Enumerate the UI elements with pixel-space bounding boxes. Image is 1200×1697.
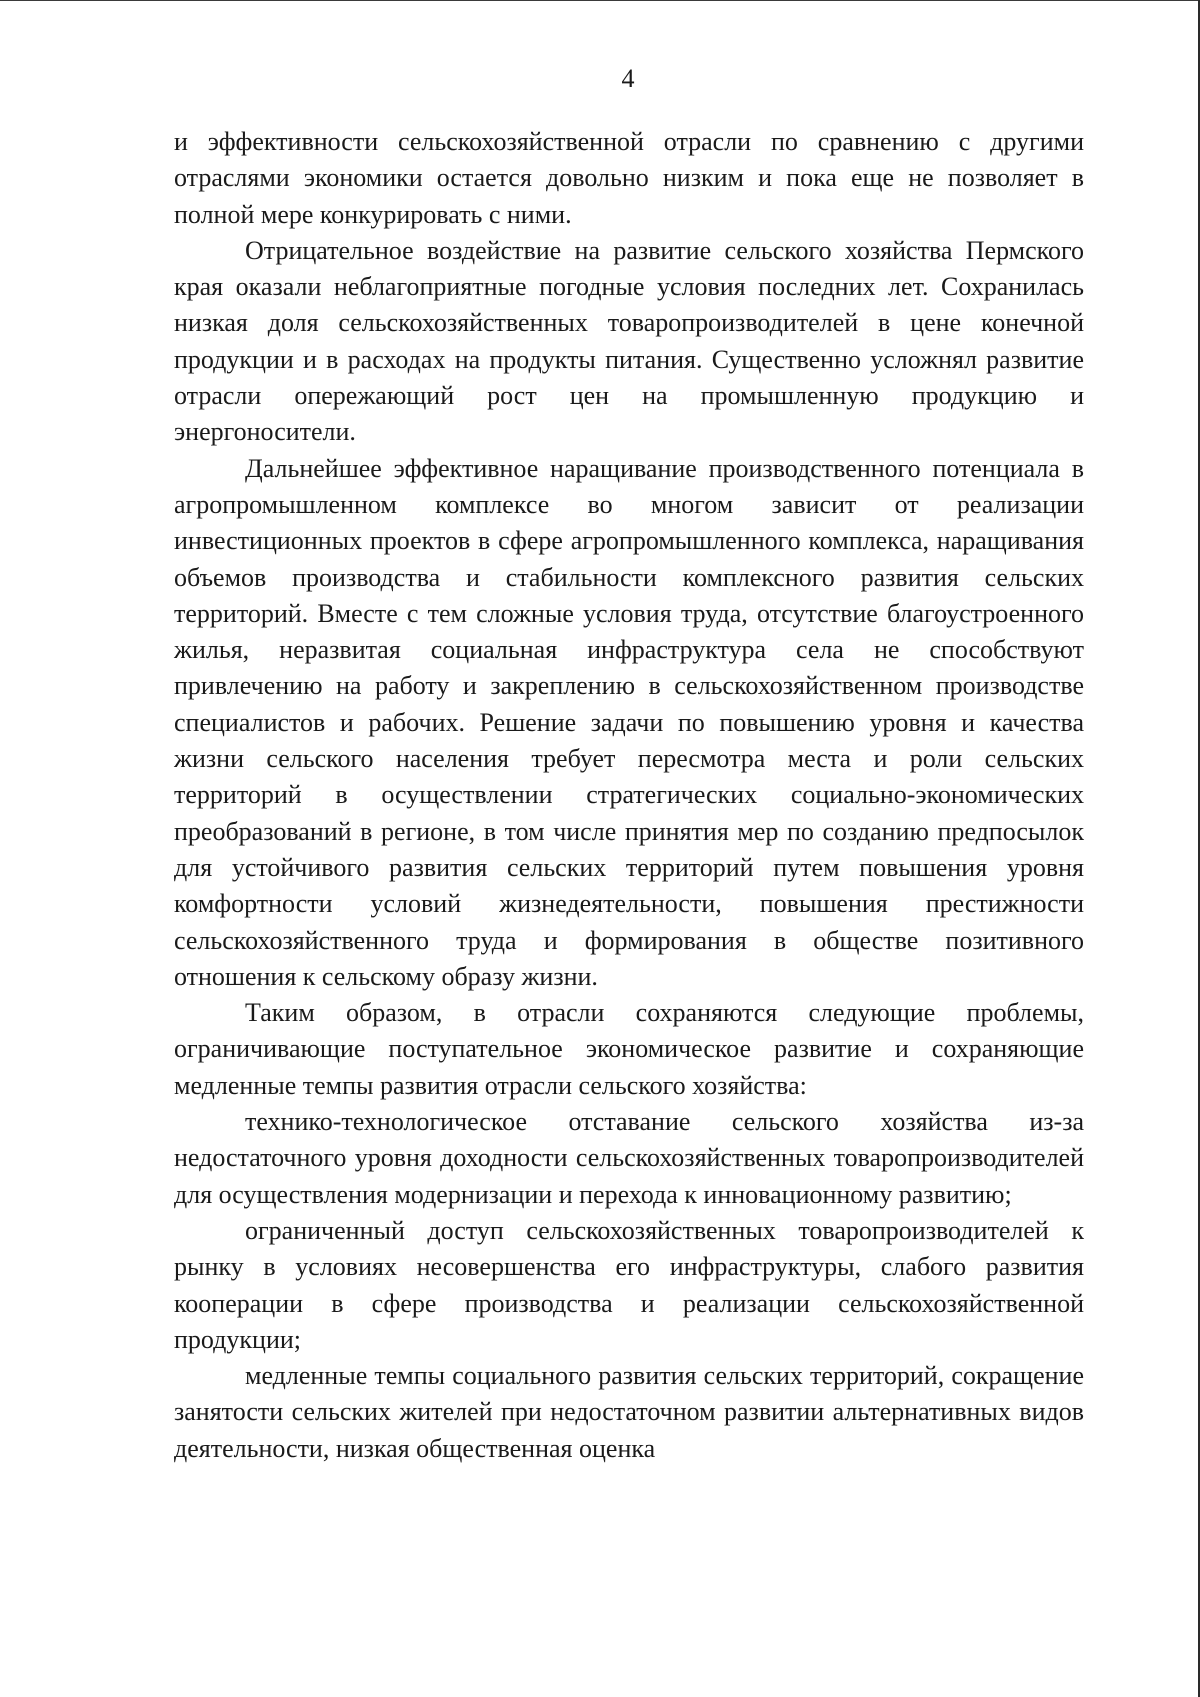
list-item: медленные темпы социального развития сельских территорий, сокращение занятости сельских жителей при недостаточном развитии альтернативных видов деятельности, низкая общественная оценка	[174, 1361, 1084, 1463]
list-item: ограниченный доступ сельскохозяйственных товаропроизводителей к рынку в условиях несовершенства его инфраструктуры, слабого развития кооперации в сфере производства и реализации сельскохозяйственной продукции;	[174, 1215, 1084, 1354]
scan-edge-top	[0, 0, 1200, 1]
page-number: 4	[621, 64, 635, 93]
paragraph-continuation: и эффективности сельскохозяйственной отрасли по сравнению с другими отраслями экономики остается довольно низким и пока еще не позволяет в полной мере конкурировать с ними.	[174, 127, 1084, 229]
document-body	[174, 124, 1084, 1467]
list-item: технико-технологическое отставание сельского хозяйства из-за недостаточного уровня доходности сельскохозяйственных товаропроизводителей для осуществления модернизации и перехода к инновационному развитию;	[174, 1107, 1084, 1209]
paragraph: Таким образом, в отрасли сохраняются следующие проблемы, ограничивающие поступательное экономическое развитие и сохраняющие медленные темпы развития отрасли сельского хозяйства:	[174, 998, 1084, 1100]
paragraph: Отрицательное воздействие на развитие сельского хозяйства Пермского края оказали неблагоприятные погодные условия последних лет. Сохранилась низкая доля сельскохозяйственных товаропроизводителей в цене конечной продукции и в расходах на продукты питания. Существенно усложнял развитие отрасли опережающий рост цен на промышленную продукцию и энергоносители.	[174, 235, 1084, 447]
paragraph: Дальнейшее эффективное наращивание производственного потенциала в агропромышленном комплексе во многом зависит от реализации инвестиционных проектов в сфере агропромышленного комплекса, наращивания объемов производства и стабильности комплексного развития сельских территорий. Вместе с тем сложные условия труда, отсутствие благоустроенного жилья, неразвитая социальная инфраструктура села не способствуют привлечению на работу и закреплению в сельскохозяйственном производстве специалистов и рабочих. Решение задачи по повышению уровня и качества жизни сельского населения требует пересмотра места и роли сельских территорий в осуществлении стратегических социально-экономических преобразований в регионе, в том числе принятия мер по созданию предпосылок для устойчивого развития сельских территорий путем повышения уровня комфортности условий жизнедеятельности, повышения престижности сельскохозяйственного труда и формирования в обществе позитивного отношения к сельскому образу жизни.	[174, 453, 1084, 991]
